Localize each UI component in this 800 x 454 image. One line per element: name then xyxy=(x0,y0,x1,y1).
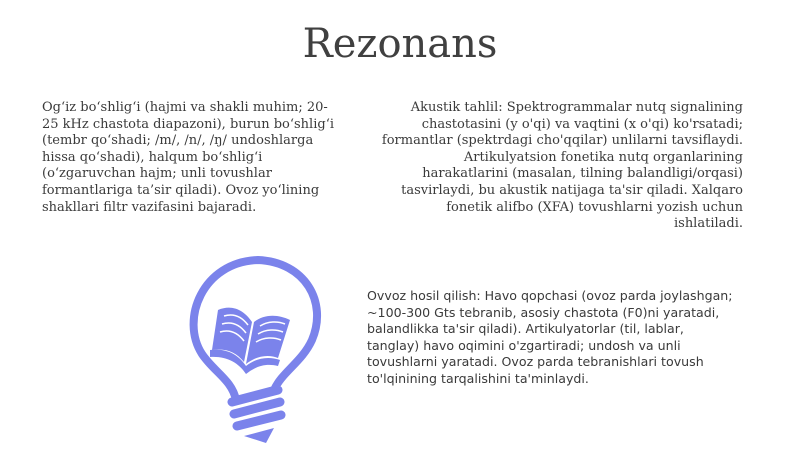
right-paragraph: Akustik tahlil: Spektrogrammalar nutq signalining chastotasini (y o'qi) va vaqtini (x o'qi) ko'rsatadi; formantlar (spektrdagi cho'qqilar) unlilarni tavsiflaydi. Artikulyatsion fonetika nutq organlarining harakatlarini (masalan, tilning balandligi/orqasi) tasvirlaydi, bu akustik natijaga ta'sir qiladi. Xalqaro fonetik alifbo (XFA) tovushlarni yozish uchun ishlatiladi. xyxy=(381,100,743,232)
left-paragraph: Og‘iz bo‘shlig‘i (hajmi va shakli muhim; 20-25 kHz chastota diapazoni), burun bo‘shlig‘i (tembr qo‘shadi; /m/, /n/, /ŋ/ undoshlarga hissa qo‘shadi), halqum bo‘shlig‘i (o‘zgaruvchan hajm; unli tovushlar formantlariga ta’sir qiladi). Ovoz yo‘lining shakllari filtr vazifasini bajaradi. xyxy=(42,100,334,215)
bottom-paragraph: Ovvoz hosil qilish: Havo qopchasi (ovoz parda joylashgan; ~100-300 Gts tebranib, asosiy chastota (F0)ni yaratadi, balandlikka ta'sir qiladi). Artikulyatorlar (til, lablar, tanglay) havo oqimini o'zgartiradi; undosh va unli tovushlarni yaratadi. Ovoz parda tebranishlari tovush to'lqinining tarqalishini ta'minlaydi. xyxy=(367,288,733,386)
slide-title: Rezonans xyxy=(302,21,498,67)
lightbulb-book-icon xyxy=(140,250,340,450)
